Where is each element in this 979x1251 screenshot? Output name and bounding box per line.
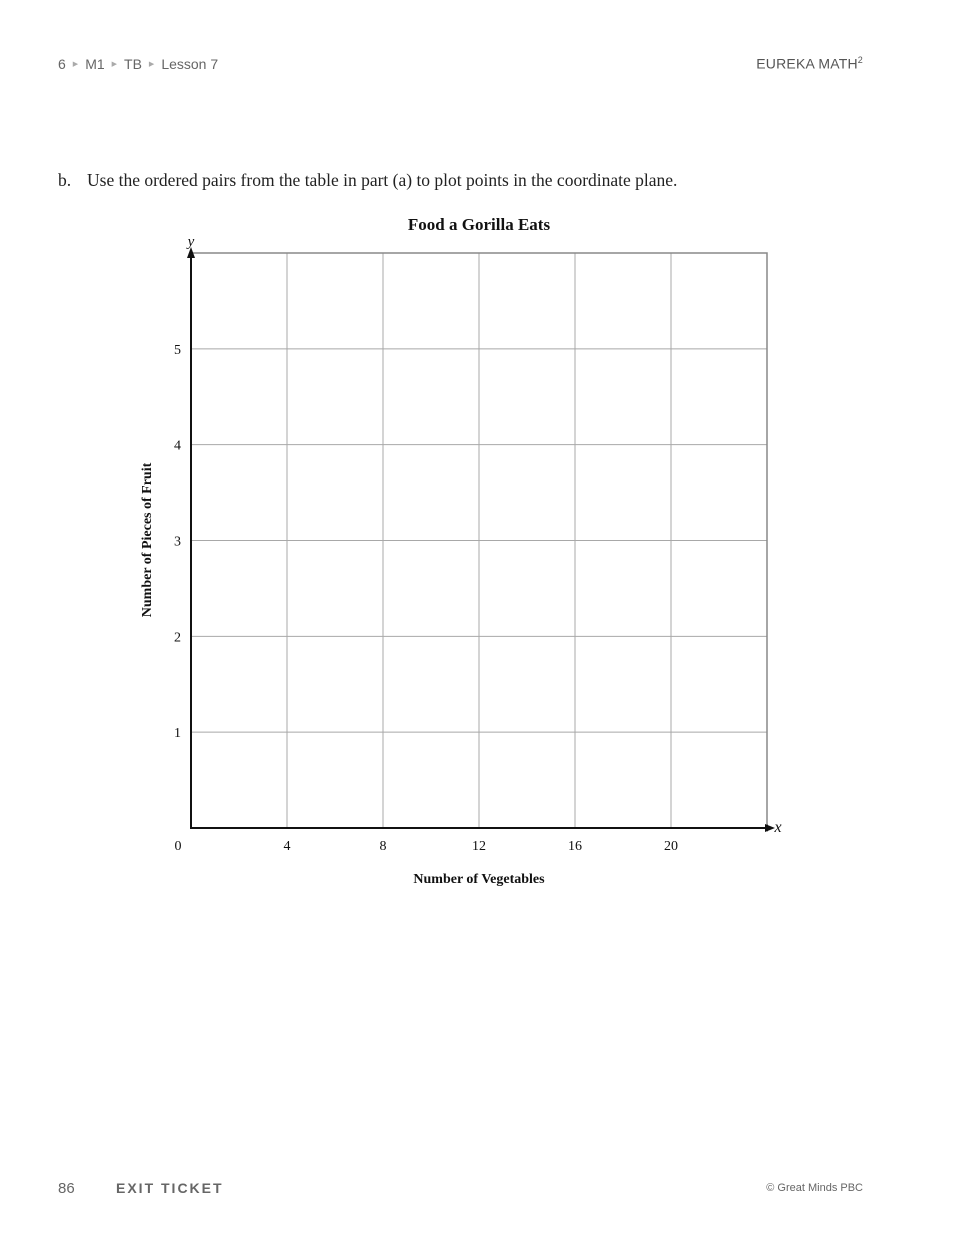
x-tick-label: 12: [472, 839, 486, 854]
y-tick-label: 5: [174, 342, 181, 358]
brand-superscript: 2: [857, 55, 863, 65]
x-axis-label: Number of Vegetables: [413, 872, 545, 887]
y-axis-label: Number of Pieces of Fruit: [140, 462, 155, 618]
y-tick-label: 3: [174, 534, 181, 550]
chart-grid: [191, 253, 767, 828]
x-tick-label: 4: [283, 839, 291, 854]
problem-text: Use the ordered pairs from the table in part (a) to plot points in the coordinate plane.: [87, 170, 678, 190]
x-axis-variable: x: [774, 819, 782, 836]
problem-label: b.: [58, 170, 72, 190]
breadcrumb-separator-icon: ▶: [72, 61, 79, 68]
breadcrumb-separator-icon: ▶: [148, 61, 155, 68]
x-tick-label: 8: [379, 839, 387, 854]
chart-tick-labels: [174, 343, 678, 854]
breadcrumb-separator-icon: ▶: [111, 61, 118, 68]
breadcrumb-book: TB: [124, 56, 142, 72]
page-number: 86: [58, 1180, 75, 1197]
breadcrumb-lesson: Lesson 7: [161, 56, 219, 72]
footer-section-label: EXIT TICKET: [116, 1180, 224, 1196]
x-tick-label: 20: [664, 839, 678, 854]
breadcrumb-grade: 6: [58, 56, 66, 72]
chart-axes: [187, 247, 775, 832]
breadcrumb-module: M1: [85, 56, 105, 72]
y-tick-label: 1: [174, 726, 181, 742]
copyright: © Great Minds PBC: [766, 1182, 863, 1194]
y-tick-label: 2: [174, 630, 181, 646]
origin-label: 0: [174, 839, 182, 854]
y-tick-label: 4: [174, 438, 181, 454]
brand-name: EUREKA MATH: [756, 55, 858, 72]
y-axis-variable: y: [187, 234, 195, 250]
x-tick-label: 16: [568, 839, 582, 854]
chart-title: Food a Gorilla Eats: [407, 215, 551, 234]
